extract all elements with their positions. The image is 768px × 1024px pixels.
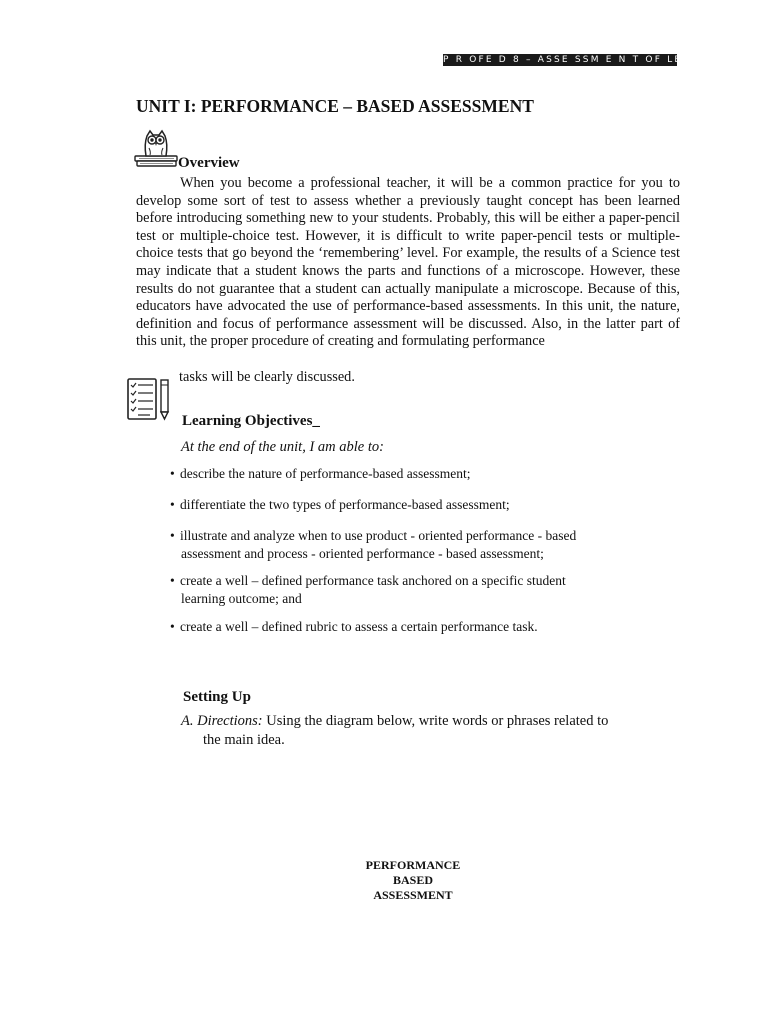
- objective-text: create a well – defined performance task anchored on a specific student: [180, 573, 566, 588]
- objective-text: differentiate the two types of performance-based assessment;: [180, 497, 510, 512]
- objective-item: [170, 496, 670, 514]
- objective-text: create a well – defined rubric to assess a certain performance task.: [180, 619, 538, 634]
- main-idea-line: BASED: [392, 873, 433, 887]
- objective-item: [170, 618, 670, 636]
- directions-label: A. Directions:: [181, 713, 263, 729]
- learning-objectives-intro: At the end of the unit, I am able to:: [181, 439, 384, 455]
- objective-item: [170, 527, 670, 563]
- bullet: •: [170, 497, 175, 512]
- setting-up-heading: Setting Up: [183, 689, 251, 705]
- objective-text-continued: learning outcome; and: [181, 591, 302, 606]
- directions-text: Using the diagram below, write words or phrases related to: [266, 713, 609, 729]
- objective-item: [170, 465, 670, 483]
- overview-body: When you become a professional teacher, it will be a common practice for you to develop some sort of test to assess whether a previously taught concept has been learned before introducing something new to your students. Probably, this will be either a paper-pencil test or multiple-choice test. However, it is difficult to write paper-pencil tests or multiple-choice tests that go beyond the ‘remembering’ level. For example, the results of a Science test may indicate that a student knows the parts and functions of a microscope. However, these results do not guarantee that a student can actually manipulate a microscope. Because of this, educators have advocated the use of performance-based assessments. In this unit, the nature, definition and focus of performance assessment will be discussed. Also, in the latter part of this unit, the proper procedure of creating and formulating performance: [136, 175, 680, 350]
- overview-heading: Overview: [178, 155, 240, 171]
- bullet: •: [170, 619, 175, 634]
- directions: [181, 711, 608, 732]
- objective-text: describe the nature of performance-based assessment;: [180, 466, 471, 481]
- course-header-tag: P R OFE D 8 – ASSE SSM E N T OF LE AR N IN G 2: [443, 55, 765, 65]
- objective-text-continued: assessment and process - oriented performance - based assessment;: [181, 546, 544, 561]
- bullet: •: [170, 573, 175, 588]
- objective-text: illustrate and analyze when to use product - oriented performance - based: [180, 528, 577, 543]
- directions-continued: the main idea.: [203, 732, 285, 748]
- objective-item: [170, 572, 670, 608]
- main-idea-line: ASSESSMENT: [373, 888, 453, 902]
- diagram-main-idea: [343, 858, 483, 903]
- overview-last-line: tasks will be clearly discussed.: [179, 369, 355, 385]
- bullet: •: [170, 528, 175, 543]
- owl-on-books-icon: [134, 126, 178, 168]
- bullet: •: [170, 466, 175, 481]
- unit-title: UNIT I: PERFORMANCE – BASED ASSESSMENT: [136, 96, 534, 116]
- overview-paragraph: [136, 175, 680, 351]
- checklist-with-pencil-icon: [126, 377, 172, 421]
- learning-objectives-heading: Learning Objectives_: [182, 413, 320, 429]
- main-idea-line: PERFORMANCE: [365, 858, 461, 872]
